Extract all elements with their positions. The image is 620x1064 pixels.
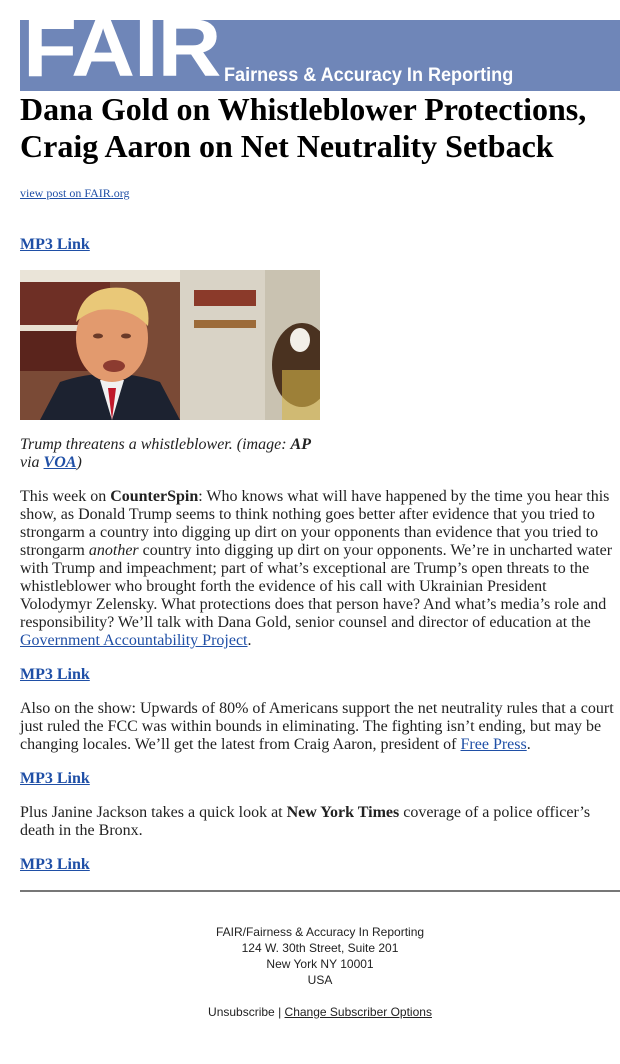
paragraph-net-neutrality xyxy=(20,700,620,754)
fair-logo: FAIR xyxy=(23,20,221,91)
nyt-name: New York Times xyxy=(286,804,400,821)
intro-text-a: This week on xyxy=(20,488,111,505)
view-post-link[interactable]: view post on FAIR.org xyxy=(20,186,130,200)
mp3-link[interactable]: MP3 Link xyxy=(20,856,90,873)
show-name: CounterSpin xyxy=(110,488,199,505)
fair-banner[interactable] xyxy=(20,20,620,91)
mp3-link[interactable]: MP3 Link xyxy=(20,770,90,787)
photo-caption xyxy=(20,436,320,472)
paragraph-nyt xyxy=(20,804,620,840)
photo-illustration xyxy=(20,270,320,420)
email-body xyxy=(20,20,620,1020)
nn-end: . xyxy=(526,736,531,753)
footer-org: FAIR/Fairness & Accuracy In Reporting xyxy=(215,925,425,939)
free-press-link[interactable]: Free Press xyxy=(460,736,527,753)
caption-text: Trump threatens a whistleblower. (image: xyxy=(20,436,291,453)
caption-source: AP xyxy=(290,436,311,453)
nyt-text-c: coverage of a police officer’s death in the Bronx. xyxy=(20,804,591,839)
nn-text: Also on the show: Upwards of 80% of Americans support the net neutrality rules that a court just ruled the FCC was within bounds in eliminating. The fighting isn’t ending, but may be changing locales. We’ll get the latest from Craig Aaron, president of xyxy=(20,700,614,753)
divider xyxy=(20,890,620,892)
nyt-text-a: Plus Janine Jackson takes a quick look at xyxy=(20,804,287,821)
footer xyxy=(20,924,620,1020)
footer-links xyxy=(20,1004,620,1020)
footer-country: USA xyxy=(307,973,333,987)
intro-emphasis: another xyxy=(88,542,139,559)
change-subscriber-options-link[interactable]: Change Subscriber Options xyxy=(284,1005,432,1019)
mp3-link[interactable]: MP3 Link xyxy=(20,236,90,253)
caption-via: via xyxy=(20,454,44,471)
mp3-paragraph xyxy=(20,770,620,788)
intro-text-c: country into digging up dirt on your opponents. We’re in uncharted water with Trump and impeachment; part of what’s exceptional are Trump’s open threats to the whistleblower who brought forth the evidence of his call with Ukrainian President Volodymyr Zelensky. What protections does that person have? And what’s media’s role and responsibility? We’ll talk with Dana Gold, senior counsel and director of education at the xyxy=(20,542,613,631)
unsubscribe-link[interactable]: Unsubscribe xyxy=(208,1005,275,1019)
footer-city: New York NY 10001 xyxy=(266,957,374,971)
footer-street: 124 W. 30th Street, Suite 201 xyxy=(241,941,399,955)
mp3-link[interactable]: MP3 Link xyxy=(20,666,90,683)
gap-link[interactable]: Government Accountability Project xyxy=(20,632,248,649)
voa-link[interactable]: VOA xyxy=(43,454,77,471)
mp3-paragraph xyxy=(20,666,620,684)
post-title: Dana Gold on Whistleblower Protections, Craig Aaron on Net Neutrality Setback xyxy=(20,91,587,164)
intro-end: . xyxy=(247,632,252,649)
mp3-paragraph xyxy=(20,856,620,874)
caption-suffix: ) xyxy=(76,454,82,471)
intro-text-b: : Who knows what will have happened by the time you hear this show, as Donald Trump seems to think nothing goes better after evidence that you tried to strongarm a country into digging up dirt on your opponents than evidence that you tried to strongarm xyxy=(20,488,610,559)
fair-tagline: Fairness & Accuracy In Reporting xyxy=(224,65,514,86)
paragraph-intro xyxy=(20,488,620,650)
footer-separator: | xyxy=(274,1005,285,1019)
trump-photo[interactable] xyxy=(20,270,320,420)
